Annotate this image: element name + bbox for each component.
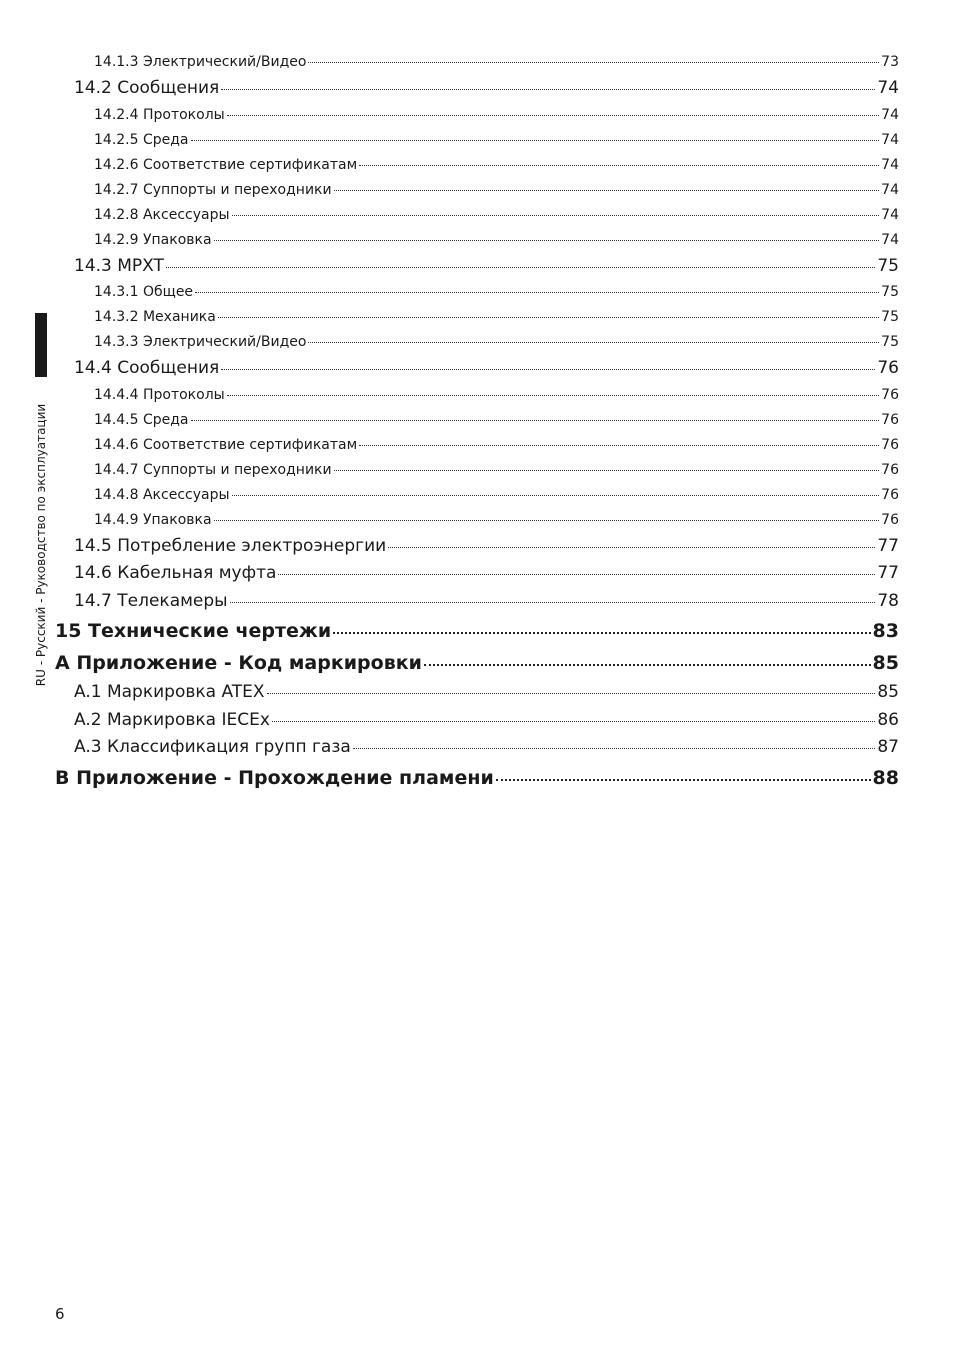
- toc-entry-page: 76: [881, 511, 899, 528]
- toc-entry[interactable]: [55, 355, 899, 383]
- toc-entry-page: 75: [881, 334, 899, 350]
- toc-entry-title: 14.5 Потребление электроэнергии: [74, 535, 387, 556]
- toc-entry-title: 14.3.3 Электрический/Видео: [94, 334, 307, 350]
- toc-entry[interactable]: [55, 103, 899, 128]
- dot-leader: [195, 292, 879, 293]
- toc-entry[interactable]: [55, 647, 899, 679]
- toc-entry-page: 87: [877, 737, 899, 757]
- toc-entry-page: 75: [881, 284, 899, 300]
- toc-entry-title: 14.2.5 Среда: [94, 131, 189, 148]
- dot-leader: [333, 632, 870, 634]
- toc-entry-title: 14.4 Сообщения: [74, 358, 220, 378]
- toc-entry[interactable]: [55, 280, 899, 305]
- toc-entry[interactable]: [55, 615, 899, 647]
- dot-leader: [227, 115, 879, 116]
- toc-entry-page: 74: [881, 181, 899, 198]
- toc-entry[interactable]: [55, 560, 899, 588]
- dot-leader: [221, 369, 875, 370]
- toc-entry-page: 83: [872, 620, 899, 642]
- toc-entry-title: 14.4.5 Среда: [94, 411, 189, 428]
- toc-entry[interactable]: [55, 203, 899, 228]
- side-tab-marker: [35, 313, 47, 377]
- toc-entry[interactable]: [55, 458, 899, 483]
- toc-entry-page: 75: [877, 255, 899, 276]
- toc-entry[interactable]: [55, 178, 899, 203]
- toc-entry[interactable]: [55, 128, 899, 153]
- toc-entry-title: A.3 Классификация групп газа: [74, 737, 351, 757]
- toc-entry[interactable]: [55, 483, 899, 508]
- toc-entry-title: 14.4.8 Аксессуары: [94, 486, 230, 503]
- toc-entry-title: A Приложение - Код маркировки: [55, 652, 422, 674]
- dot-leader: [214, 520, 880, 521]
- toc-entry-page: 76: [881, 411, 899, 428]
- toc-entry-title: 14.4.7 Суппорты и переходники: [94, 461, 332, 478]
- toc-entry-title: A.1 Маркировка ATEX: [74, 682, 265, 702]
- toc-entry-title: 15 Технические чертежи: [55, 620, 332, 642]
- toc-entry-title: 14.2.9 Упаковка: [94, 231, 212, 248]
- toc-entry-title: 14.3 MPXT: [74, 255, 164, 276]
- toc-entry-title: 14.4.4 Протоколы: [94, 386, 225, 403]
- toc-entry-page: 85: [877, 682, 899, 702]
- dot-leader: [227, 395, 879, 396]
- toc-entry-title: 14.1.3 Электрический/Видео: [94, 54, 307, 70]
- toc-entry[interactable]: [55, 253, 899, 281]
- toc-entry-page: 86: [877, 709, 899, 730]
- table-of-contents: [55, 50, 899, 794]
- dot-leader: [278, 574, 875, 575]
- dot-leader: [359, 445, 879, 446]
- toc-entry-page: 74: [881, 156, 899, 173]
- dot-leader: [334, 470, 880, 471]
- toc-entry-page: 76: [881, 461, 899, 478]
- toc-entry-page: 76: [881, 436, 899, 453]
- toc-entry-title: 14.2.6 Соответствие сертификатам: [94, 156, 358, 173]
- toc-entry[interactable]: [55, 679, 899, 707]
- dot-leader: [334, 190, 880, 191]
- dot-leader: [308, 62, 879, 63]
- toc-entry-page: 74: [881, 131, 899, 148]
- toc-entry[interactable]: [55, 383, 899, 408]
- dot-leader: [267, 693, 876, 694]
- dot-leader: [191, 420, 880, 421]
- toc-entry[interactable]: [55, 408, 899, 433]
- toc-entry-title: 14.3.1 Общее: [94, 284, 194, 300]
- toc-entry-title: 14.2.8 Аксессуары: [94, 206, 230, 223]
- dot-leader: [232, 495, 880, 496]
- toc-entry-page: 78: [877, 590, 899, 611]
- dot-leader: [353, 748, 876, 749]
- toc-entry-page: 88: [872, 766, 899, 789]
- dot-leader: [496, 779, 871, 781]
- toc-entry-page: 77: [877, 563, 899, 583]
- dot-leader: [232, 215, 880, 216]
- toc-entry-page: 85: [872, 652, 899, 674]
- dot-leader: [272, 721, 875, 722]
- toc-entry-title: 14.2 Сообщения: [74, 78, 220, 98]
- dot-leader: [214, 240, 880, 241]
- dot-leader: [424, 664, 871, 666]
- toc-entry-title: 14.3.2 Механика: [94, 309, 216, 325]
- side-tab-label: RU - Русский - Руководство по эксплуатации: [34, 403, 48, 687]
- toc-entry-page: 77: [877, 535, 899, 556]
- dot-leader: [218, 317, 879, 318]
- dot-leader: [388, 547, 875, 548]
- toc-entry[interactable]: [55, 75, 899, 103]
- toc-entry-title: A.2 Маркировка IECEx: [74, 709, 270, 730]
- toc-entry-page: 74: [881, 231, 899, 248]
- toc-entry-page: 74: [881, 206, 899, 223]
- toc-entry-page: 74: [881, 106, 899, 123]
- page-number: 6: [55, 1305, 65, 1323]
- toc-entry-page: 74: [877, 78, 899, 98]
- toc-entry-title: 14.2.4 Протоколы: [94, 106, 225, 123]
- toc-entry-page: 75: [881, 309, 899, 325]
- toc-entry[interactable]: [55, 153, 899, 178]
- dot-leader: [166, 267, 875, 268]
- toc-entry-page: 76: [877, 358, 899, 378]
- toc-entry-page: 76: [881, 386, 899, 403]
- toc-entry-title: 14.2.7 Суппорты и переходники: [94, 181, 332, 198]
- dot-leader: [359, 165, 879, 166]
- toc-entry-page: 76: [881, 486, 899, 503]
- toc-entry[interactable]: [55, 734, 899, 762]
- toc-entry-title: 14.7 Телекамеры: [74, 590, 228, 611]
- toc-entry[interactable]: [55, 50, 899, 75]
- dot-leader: [308, 342, 879, 343]
- toc-entry[interactable]: [55, 707, 899, 735]
- toc-entry-title: 14.4.6 Соответствие сертификатам: [94, 436, 358, 453]
- toc-entry-title: B Приложение - Прохождение пламени: [55, 766, 494, 789]
- toc-entry-title: 14.4.9 Упаковка: [94, 511, 212, 528]
- dot-leader: [221, 89, 875, 90]
- toc-entry[interactable]: [55, 588, 899, 616]
- toc-entry[interactable]: [55, 508, 899, 533]
- toc-entry-title: 14.6 Кабельная муфта: [74, 563, 277, 583]
- toc-entry[interactable]: [55, 762, 899, 794]
- toc-entry[interactable]: [55, 228, 899, 253]
- toc-entry[interactable]: [55, 305, 899, 330]
- dot-leader: [230, 602, 876, 603]
- toc-entry[interactable]: [55, 533, 899, 561]
- toc-entry-page: 73: [881, 54, 899, 70]
- dot-leader: [191, 140, 880, 141]
- toc-entry[interactable]: [55, 330, 899, 355]
- toc-entry[interactable]: [55, 433, 899, 458]
